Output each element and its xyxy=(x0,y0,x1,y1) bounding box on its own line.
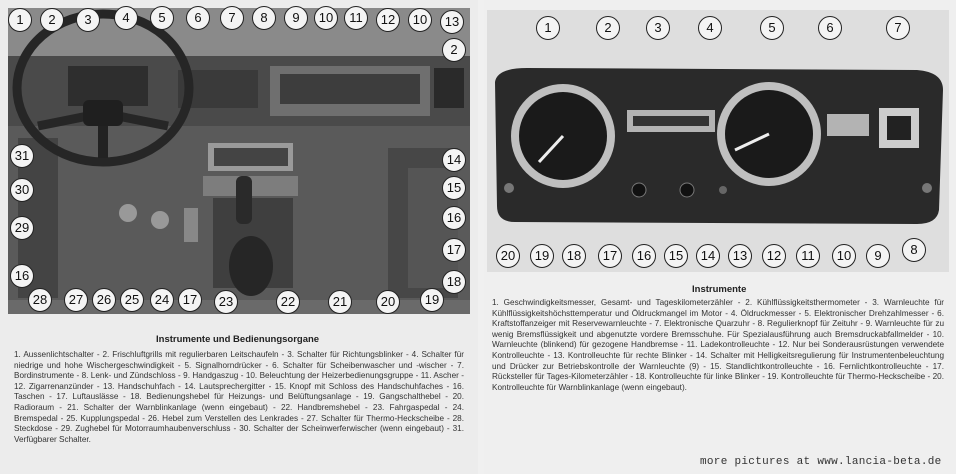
left-callout: 23 xyxy=(214,290,238,314)
left-callout: 16 xyxy=(10,264,34,288)
left-callout: 3 xyxy=(76,8,100,32)
left-callout: 30 xyxy=(10,178,34,202)
left-callout: 4 xyxy=(114,6,138,30)
left-callout: 15 xyxy=(442,176,466,200)
left-callout: 28 xyxy=(28,288,52,312)
dashboard-photo xyxy=(8,8,470,314)
right-callout: 8 xyxy=(902,238,926,262)
left-callout: 26 xyxy=(92,288,116,312)
left-callout: 5 xyxy=(150,6,174,30)
right-callout: 12 xyxy=(762,244,786,268)
left-callout: 31 xyxy=(10,144,34,168)
left-callout: 9 xyxy=(284,6,308,30)
left-callout: 17 xyxy=(442,238,466,262)
right-callout: 6 xyxy=(818,16,842,40)
right-callout: 4 xyxy=(698,16,722,40)
left-callout: 10 xyxy=(314,6,338,30)
left-callout: 10 xyxy=(408,8,432,32)
left-callout: 8 xyxy=(252,6,276,30)
footer-watermark: more pictures at www.lancia-beta.de xyxy=(700,456,942,468)
right-callout: 13 xyxy=(728,244,752,268)
left-callout: 2 xyxy=(442,38,466,62)
instrument-cluster-photo xyxy=(487,10,949,272)
right-callout: 7 xyxy=(886,16,910,40)
right-callout: 3 xyxy=(646,16,670,40)
left-callout: 16 xyxy=(442,206,466,230)
left-callout: 29 xyxy=(10,216,34,240)
left-callout: 7 xyxy=(220,6,244,30)
left-callout: 18 xyxy=(442,270,466,294)
right-callout: 14 xyxy=(696,244,720,268)
right-callout: 17 xyxy=(598,244,622,268)
right-callout: 5 xyxy=(760,16,784,40)
left-callout: 22 xyxy=(276,290,300,314)
left-callout: 11 xyxy=(344,6,368,30)
right-callout: 20 xyxy=(496,244,520,268)
right-callout: 19 xyxy=(530,244,554,268)
right-callout: 10 xyxy=(832,244,856,268)
right-callout: 18 xyxy=(562,244,586,268)
left-caption-title: Instrumente und Bedienungsorgane xyxy=(156,334,320,345)
right-callout: 1 xyxy=(536,16,560,40)
left-callout: 19 xyxy=(420,288,444,312)
left-callout: 21 xyxy=(328,290,352,314)
left-callout: 1 xyxy=(8,8,32,32)
instrument-cluster-illustration xyxy=(487,10,949,272)
left-callout: 27 xyxy=(64,288,88,312)
left-callout: 2 xyxy=(40,8,64,32)
right-caption-text: 1. Geschwindigkeitsmesser, Gesamt- und Tageskilometerzähler - 2. Kühlflüssigkeitsthermometer - 3. Warnleuchte für Kühlflüssigkeitshöchsttemperatur und Öldruckmangel im Motor - 4. Öldruckmesser - 5. Elektronischer Drehzahlmesser - 6. Kraftstoffanzeiger mit Reservewarnleuchte - 7. Elektronische Quarzuhr - 8. Regulierknopf für Zeituhr - 9. Warnleuchte für zu wenig Bremsflüssigkeit und abgenutzte vordere Bremsschuhe. Für Spezialausführung auch Bremsdruckabfallmelder - 10. Warnleuchte (blinkend) für gezogene Handbremse - 11. Ladekontrolleuchte - 12. Nur bei Sonderausrüstungen verwendete Kontrolleuchte - 13. Kontrolleuchte für rechte Blinker - 14. Schalter mit Helligkeitsregulierung für Instrumentenbeleuchtung und Drücker zur Betriebskontrolle der Warnleuchte (9) - 15. Standlichtkontrolleuchte - 16. Fernlichtkontrolleuchte - 17. Rücksteller für Tages-Kilometerzähler - 18. Kontrolleuchte für linke Blinker - 19. Kontrolleuchte für Thermo-Heckscheibe - 20. Kontrolleuchte für Warnblinkanlage (wenn eingebaut). xyxy=(492,298,944,392)
right-callout: 9 xyxy=(866,244,890,268)
left-callout: 17 xyxy=(178,288,202,312)
right-callout: 11 xyxy=(796,244,820,268)
right-callout: 2 xyxy=(596,16,620,40)
right-caption-title: Instrumente xyxy=(692,284,747,295)
left-callout: 13 xyxy=(440,10,464,34)
left-callout: 6 xyxy=(186,6,210,30)
left-callout: 25 xyxy=(120,288,144,312)
left-callout: 12 xyxy=(376,8,400,32)
right-callout: 16 xyxy=(632,244,656,268)
left-callout: 20 xyxy=(376,290,400,314)
dashboard-illustration xyxy=(8,8,470,314)
left-callout: 14 xyxy=(442,148,466,172)
left-caption-text: 1. Aussenlichtschalter - 2. Frischluftgrills mit regulierbaren Leitschaufeln - 3. Schalter für Richtungsblinker - 4. Schalter für niedrige und hohe Wischergeschwindigkeit - 5. Signalhorndrücker - 6. Schalter für Scheibenwascher und -wischer - 7. Bordinstrumente - 8. Lenk- und Zündschloss - 9. Handgaszug - 10. Beleuchtung der Heizerbedienungsgruppe - 11. Ascher - 12. Zigarrenanzünder - 13. Handschuhfach - 14. Lautsprechergitter - 15. Knopf mit Schloss des Handschuhfaches - 16. Taschen - 17. Luftauslässe - 18. Bedienungshebel für Heizungs- und Belüftungsanlage - 19. Gangschalthebel - 20. Radioraum - 21. Schalter der Warnblinkanlage (wenn eingebaut) - 22. Handbremshebel - 23. Fahrgaspedal - 24. Bremspedal - 25. Kupplungspedal - 26. Hebel zum Verstellen des Lenkrades - 27. Schalter für Thermo-Heckscheibe - 28. Steckdose - 29. Zughebel für Motorraumhaubenverschluss - 30. Schalter der Scheinwerferwischer (wenn eingebaut) - 31. Verfügbarer Schalter. xyxy=(14,350,464,444)
right-callout: 15 xyxy=(664,244,688,268)
left-callout: 24 xyxy=(150,288,174,312)
